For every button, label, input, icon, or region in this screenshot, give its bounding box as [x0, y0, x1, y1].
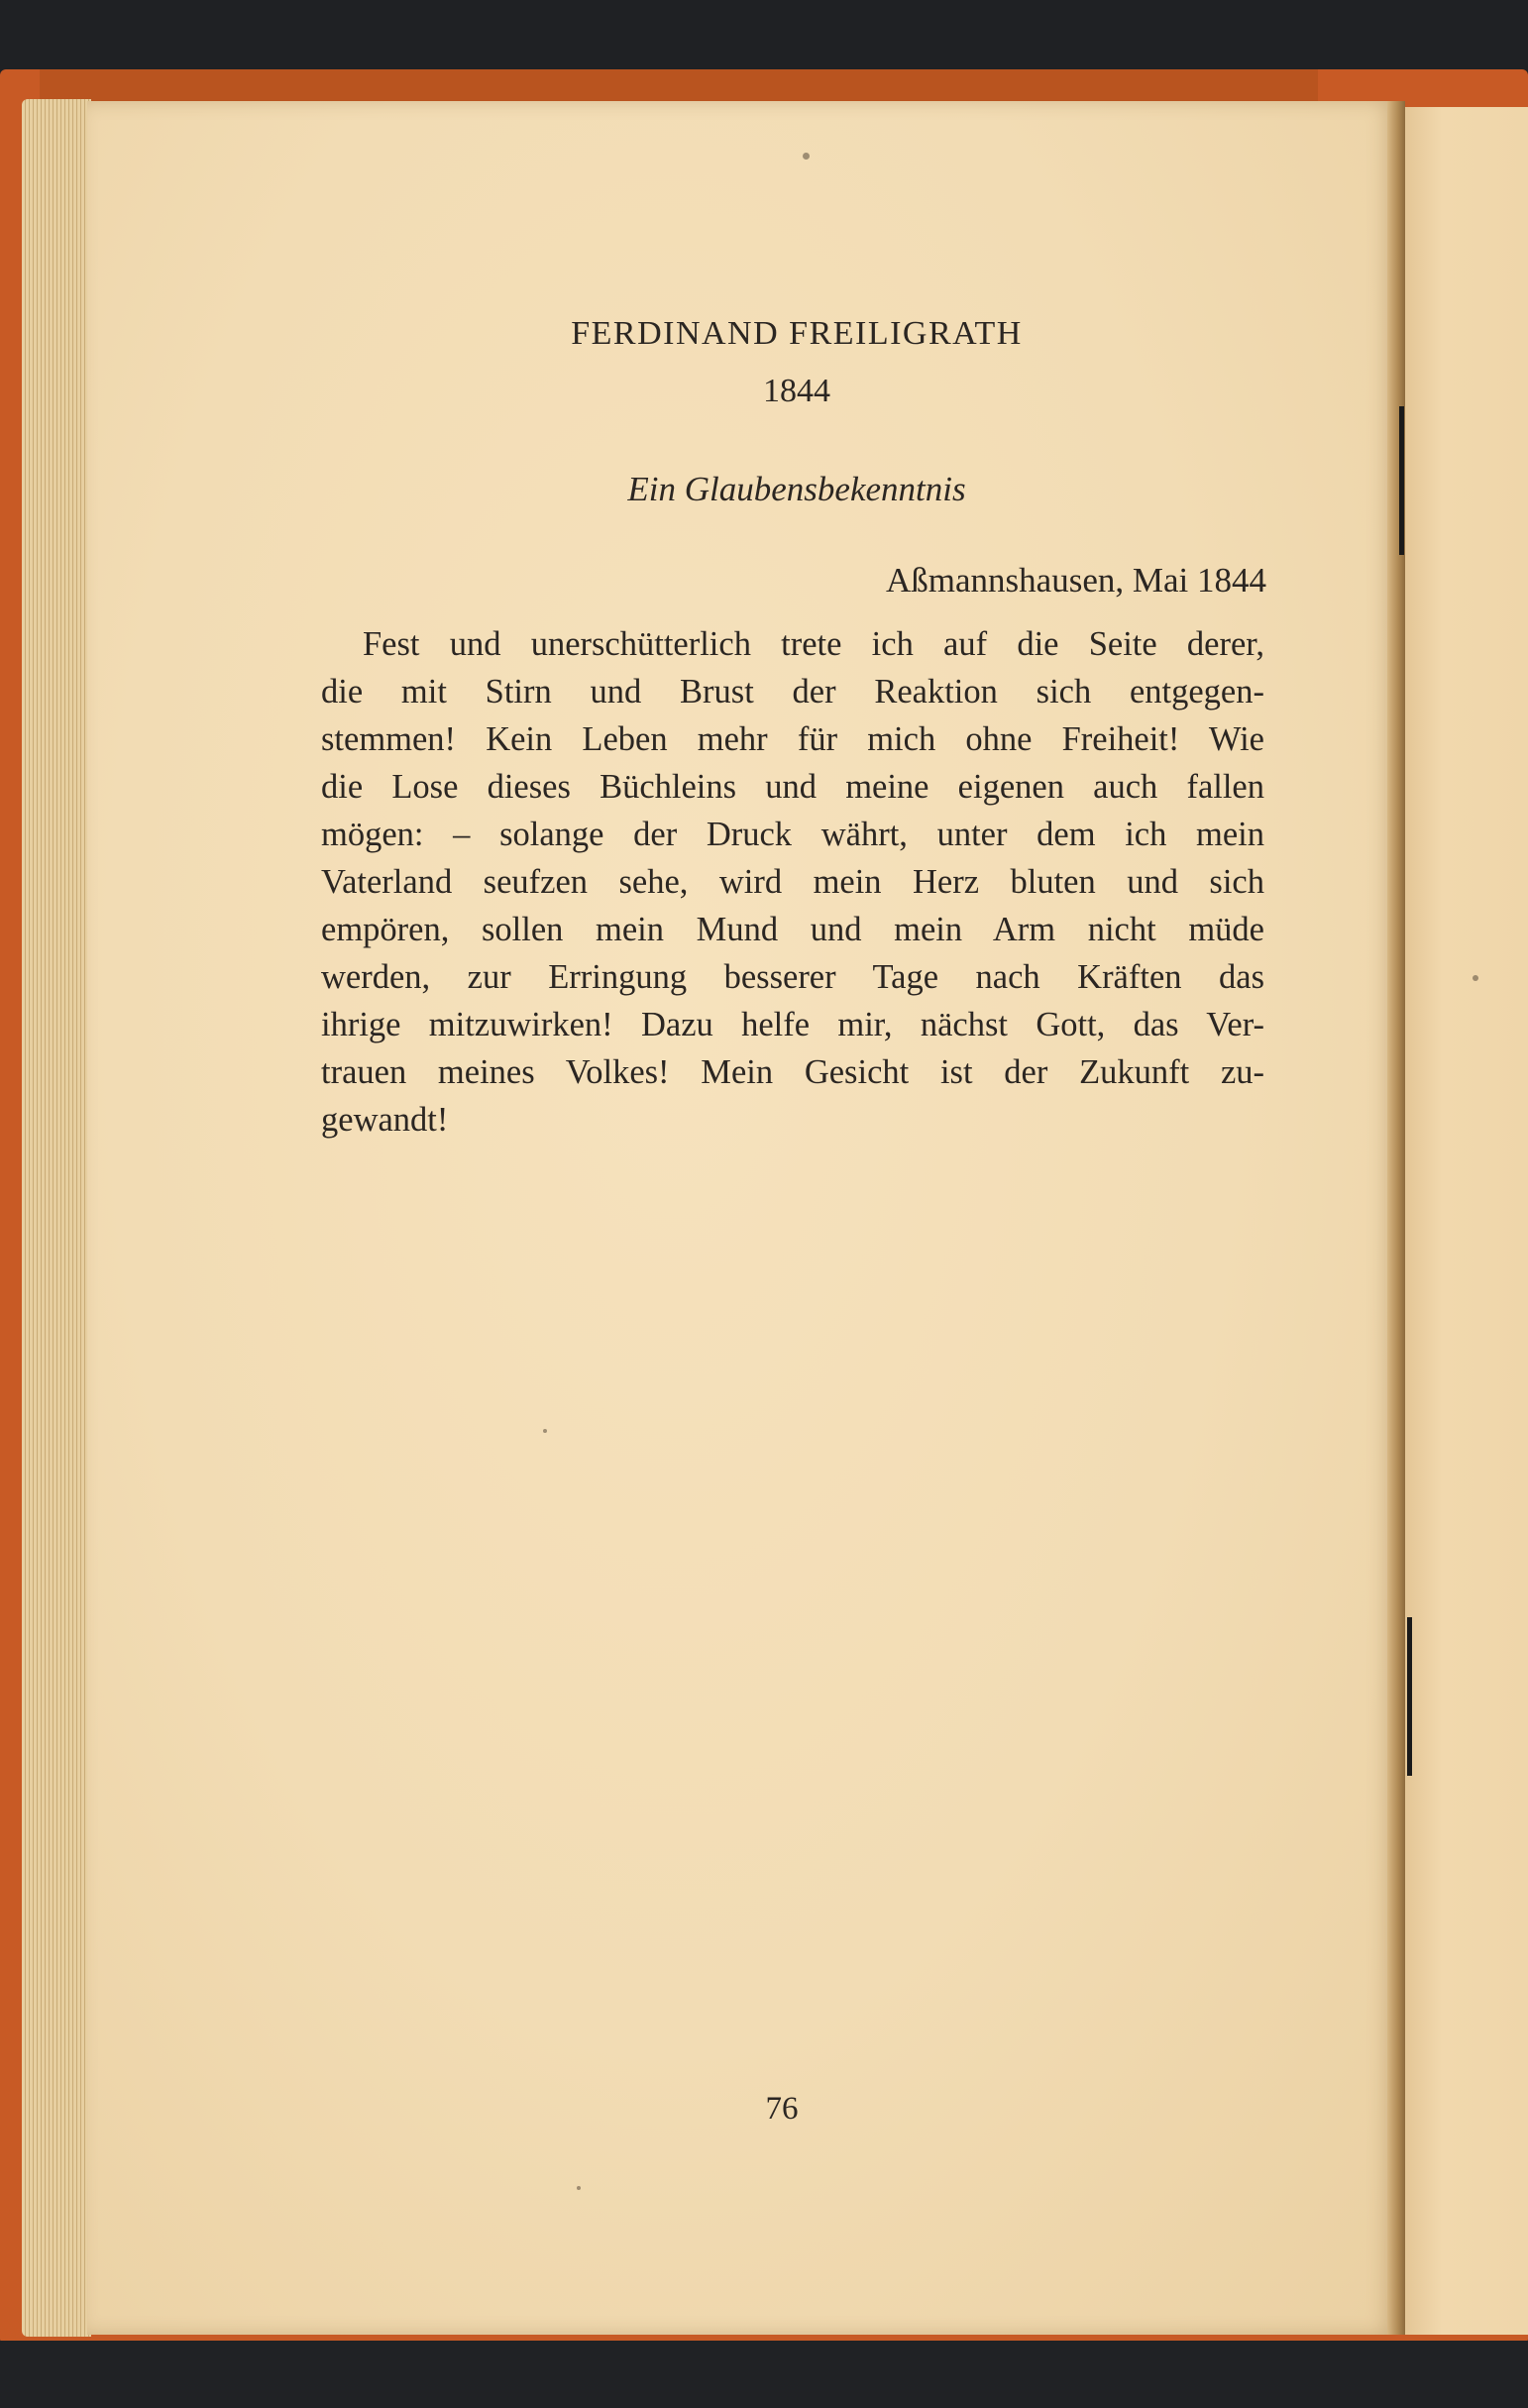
page-number: 76: [765, 2091, 799, 2127]
body-line: werden, zur Erringung besserer Tage nach Kräften das: [321, 958, 1264, 996]
text-title: Ein Glaubensbekenntnis: [627, 470, 966, 508]
body-line: trauen meines Volkes! Mein Gesicht ist der Zukunft zu-: [321, 1053, 1264, 1091]
body-line: mögen: – solange der Druck währt, unter dem ich mein: [321, 816, 1264, 853]
page-edges: [22, 99, 91, 2337]
body-line: Fest und unerschütterlich trete ich auf die Seite derer,: [363, 625, 1264, 663]
body-line: empören, sollen mein Mund und mein Arm nicht müde: [321, 911, 1264, 948]
facing-page: [1405, 107, 1528, 2335]
body-line: die mit Stirn und Brust der Reaktion sich entgegen-: [321, 673, 1264, 711]
book-page: [87, 101, 1393, 2335]
dateline: Aßmannshausen, Mai 1844: [886, 561, 1266, 600]
scan-background: [0, 2341, 1528, 2408]
author-heading: FERDINAND FREILIGRATH: [571, 315, 1023, 352]
body-paragraph: [321, 620, 1264, 1144]
paper-speck: [543, 1429, 547, 1433]
body-line: Vaterland seufzen sehe, wird mein Herz bluten und sich: [321, 863, 1264, 901]
paper-speck: [1473, 975, 1478, 981]
year-heading: 1844: [763, 373, 830, 409]
body-line: gewandt!: [321, 1101, 449, 1139]
body-line: stemmen! Kein Leben mehr für mich ohne Freiheit! Wie: [321, 720, 1264, 758]
cover-top-strip: [40, 69, 1318, 105]
paper-speck: [577, 2186, 581, 2190]
binding-thread-mark: [1407, 1617, 1412, 1776]
body-line: ihrige mitzuwirken! Dazu helfe mir, nächst Gott, das Ver-: [321, 1006, 1264, 1043]
paper-speck: [803, 153, 810, 160]
body-line: die Lose dieses Büchleins und meine eigenen auch fallen: [321, 768, 1264, 806]
